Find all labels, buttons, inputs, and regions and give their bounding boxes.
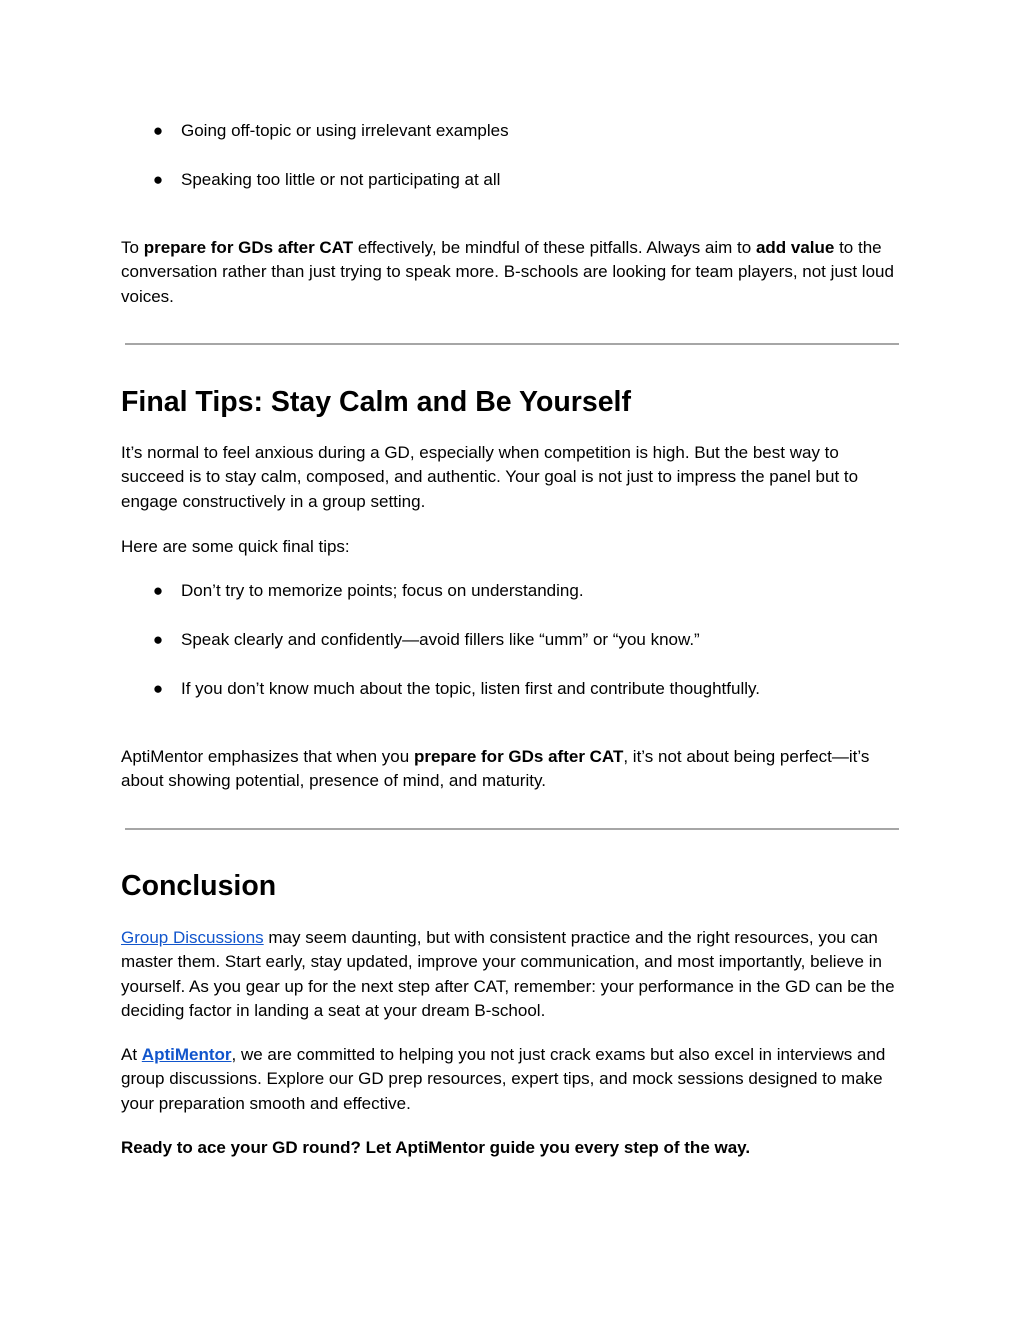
aptimentor-link[interactable]: AptiMentor — [141, 1045, 232, 1064]
list-item-text: Speak clearly and confidently—avoid fillers like “umm” or “you know.” — [181, 630, 700, 649]
list-item — [121, 168, 906, 192]
final-tips-intro: Here are some quick final tips: — [121, 537, 350, 556]
section-divider — [125, 828, 899, 830]
text-run: AptiMentor emphasizes that when you — [121, 747, 414, 766]
group-discussions-link[interactable]: Group Discussions — [121, 928, 264, 947]
call-to-action: Ready to ace your GD round? Let AptiMentor guide you every step of the way. — [121, 1138, 751, 1157]
text-run: At — [121, 1045, 142, 1064]
text-run: to the conversation rather than just trying to speak more. B-schools are looking for team players, not just loud voices. — [121, 238, 894, 306]
bold-phrase: add value — [755, 238, 835, 257]
text-run: , we are committed to helping you not just crack exams but also excel in interviews and group discussions. Explore our GD prep resources, expert tips, and mock sessions designed to make your preparation smooth and effective. — [121, 1045, 886, 1113]
bullet-icon: ● — [152, 679, 164, 698]
bullet-icon: ● — [152, 170, 164, 189]
list-item-text: Going off-topic or using irrelevant examples — [181, 121, 509, 140]
section-heading-final-tips: Final Tips: Stay Calm and Be Yourself — [121, 386, 631, 418]
list-item — [121, 628, 906, 652]
list-item-text: Speaking too little or not participating at all — [181, 170, 501, 189]
bold-phrase: prepare for GDs after CAT — [413, 747, 624, 766]
list-item-text: If you don’t know much about the topic, listen first and contribute thoughtfully. — [181, 679, 760, 698]
bullet-icon: ● — [152, 581, 164, 600]
bullet-icon: ● — [152, 121, 164, 140]
list-item — [121, 119, 906, 143]
conclusion-paragraph — [121, 926, 906, 1024]
list-item — [121, 677, 906, 701]
aptimentor-paragraph — [121, 1043, 906, 1116]
text-run: To — [121, 238, 144, 257]
final-tips-closing — [121, 745, 906, 794]
text-run: effectively, be mindful of these pitfalls. Always aim to — [353, 238, 756, 257]
final-tips-paragraph: It’s normal to feel anxious during a GD, especially when competition is high. But the best way to succeed is to stay calm, composed, and authentic. Your goal is not just to impress the panel but to engage constructively in a group setting. — [121, 443, 859, 511]
section-divider — [125, 343, 899, 345]
text-run: may seem daunting, but with consistent practice and the right resources, you can master them. Start early, stay updated, improve your communication, and most importantly, believe in yourself. As you gear up for the next step after CAT, remember: your performance in the GD can be the deciding factor in landing a seat at your dream B-school. — [121, 928, 895, 1021]
pitfalls-paragraph — [121, 236, 906, 309]
text-run: , it’s not about being perfect—it’s about showing potential, presence of mind, and maturity. — [121, 747, 870, 791]
bullet-icon: ● — [152, 630, 164, 649]
section-heading-conclusion: Conclusion — [121, 870, 277, 902]
bold-phrase: prepare for GDs after CAT — [143, 238, 354, 257]
list-item — [121, 579, 906, 603]
list-item-text: Don’t try to memorize points; focus on understanding. — [181, 581, 584, 600]
